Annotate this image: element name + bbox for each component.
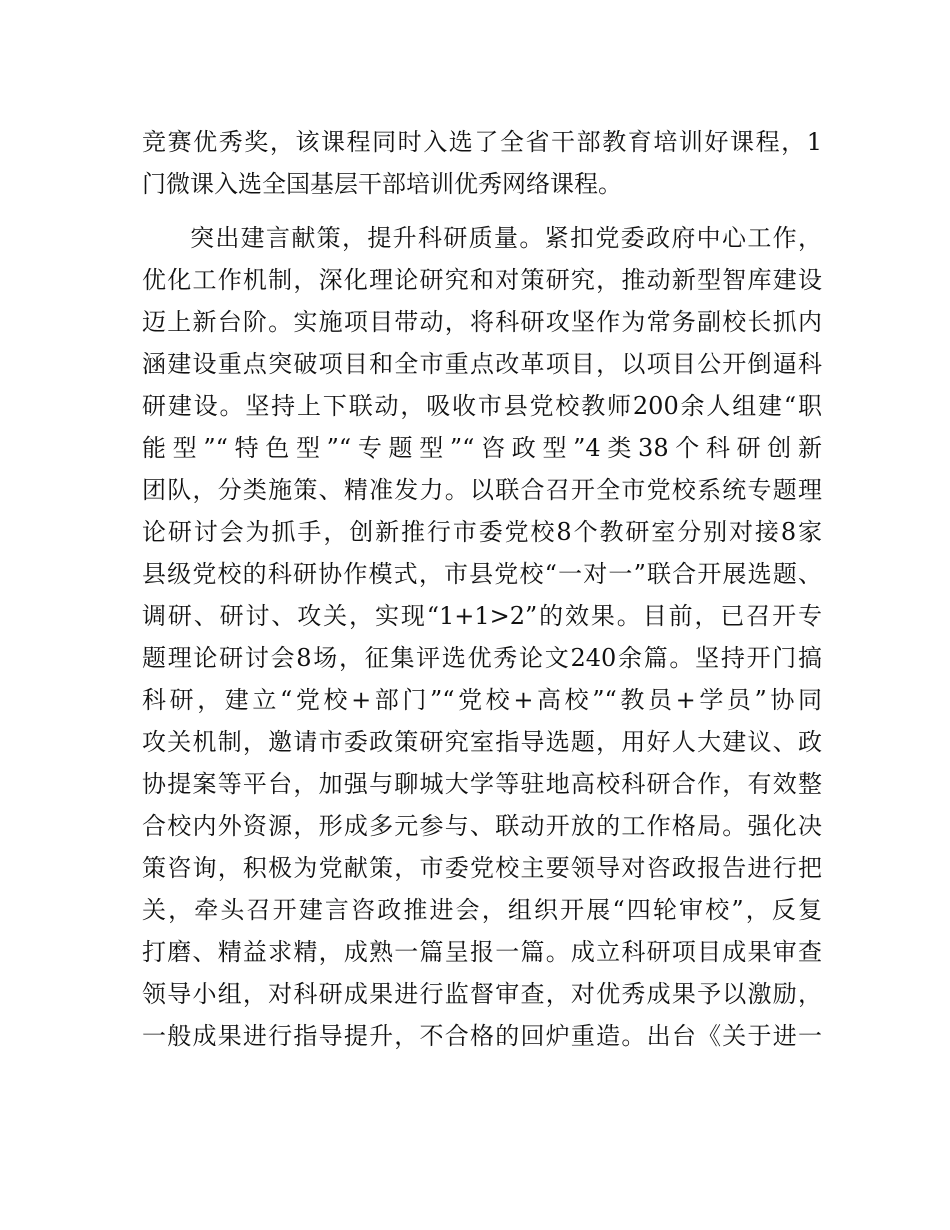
text-line: 打磨、精益求精，成熟一篇呈报一篇。成立科研项目成果审查 — [142, 938, 822, 966]
text-line: 县级党校的科研协作模式，市县党校“一对一”联合开展选题、 — [142, 560, 822, 588]
text-line: 团队，分类施策、精准发力。以联合召开全市党校系统专题理 — [142, 476, 822, 504]
text-line: 攻关机制，邀请市委政策研究室指导选题，用好人大建议、政 — [142, 728, 822, 756]
text-line: 题理论研讨会8场，征集评选优秀论文240余篇。坚持开门搞 — [142, 644, 822, 672]
text-line: 门微课入选全国基层干部培训优秀网络课程。 — [142, 170, 622, 198]
paragraph-first-line: 突出建言献策，提升科研质量。紧扣党委政府中心工作， — [190, 224, 822, 252]
text-line: 竞赛优秀奖，该课程同时入选了全省干部教育培训好课程，1 — [142, 128, 822, 156]
text-line: 迈上新台阶。实施项目带动，将科研攻坚作为常务副校长抓内 — [142, 308, 822, 336]
text-line: 能型”“特色型”“专题型”“咨政型”4类38个科研创新 — [142, 434, 822, 462]
text-line: 研建设。坚持上下联动，吸收市县党校教师200余人组建“职 — [142, 392, 822, 420]
text-line: 论研讨会为抓手，创新推行市委党校8个教研室分别对接8家 — [142, 518, 822, 546]
text-line: 调研、研讨、攻关，实现“1+1>2”的效果。目前，已召开专 — [142, 602, 822, 630]
text-line: 关，牵头召开建言咨政推进会，组织开展“四轮审校”，反复 — [142, 896, 822, 924]
text-line: 协提案等平台，加强与聊城大学等驻地高校科研合作，有效整 — [142, 770, 822, 798]
text-line: 领导小组，对科研成果进行监督审查，对优秀成果予以激励， — [142, 980, 822, 1008]
text-line: 科研，建立“党校+部门”“党校+高校”“教员+学员”协同 — [142, 686, 822, 714]
text-line: 涵建设重点突破项目和全市重点改革项目，以项目公开倒逼科 — [142, 350, 822, 378]
text-line: 合校内外资源，形成多元参与、联动开放的工作格局。强化决 — [142, 812, 822, 840]
text-line: 一般成果进行指导提升，不合格的回炉重造。出台《关于进一 — [142, 1022, 822, 1050]
text-line: 优化工作机制，深化理论研究和对策研究，推动新型智库建设 — [142, 266, 822, 294]
text-line: 策咨询，积极为党献策，市委党校主要领导对咨政报告进行把 — [142, 854, 822, 882]
